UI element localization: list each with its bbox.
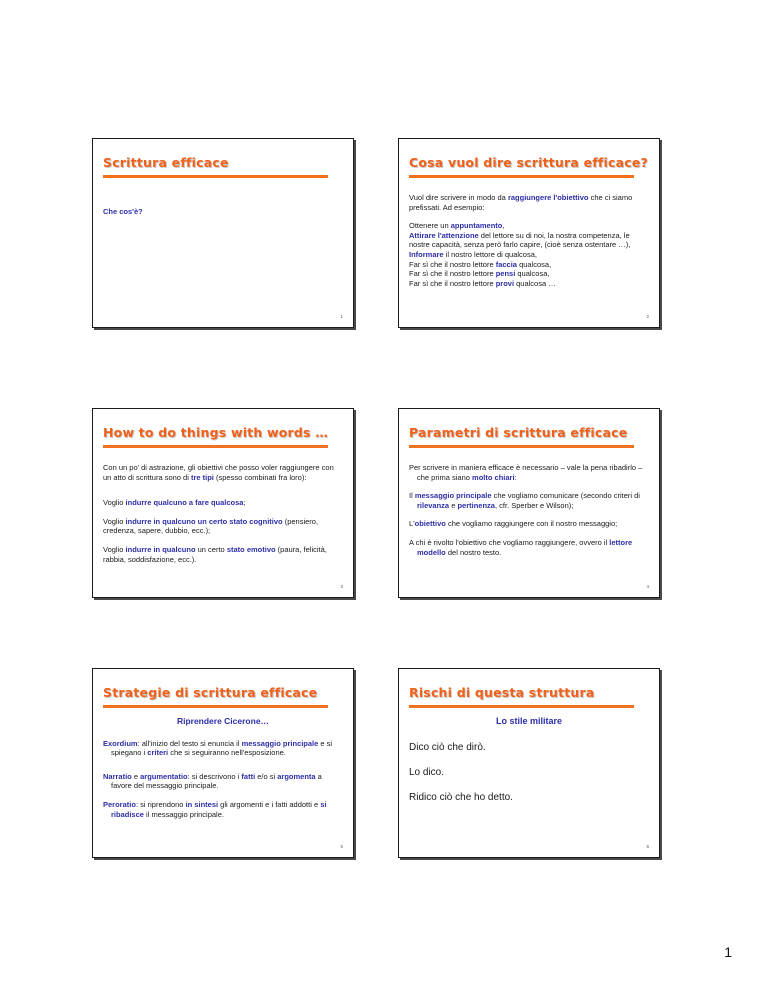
title-underline	[103, 175, 328, 178]
slide-subtitle: Riprendere Cicerone…	[176, 716, 270, 726]
slide-body	[103, 463, 343, 573]
slide-body	[103, 207, 343, 217]
slide-2	[398, 138, 660, 328]
slide-1	[92, 138, 354, 328]
slide-body	[103, 717, 343, 828]
title-underline	[409, 705, 634, 708]
slide-title: Parametri di scrittura efficace	[409, 425, 628, 440]
slide-body	[409, 717, 649, 813]
paragraph: Voglio indurre in qualcuno un certo stato cognitivo (pensiero, credenza, sapere, dubbio, ecc.);	[103, 516, 319, 536]
paragraph: A chi è rivolto l'obiettivo che vogliamo raggiungere, ovvero il lettore modello del nostro testo.	[409, 537, 633, 557]
slide-subtitle: Lo stile militare	[495, 716, 563, 726]
page-number: 1	[724, 944, 732, 960]
list-item: Ottenere un appuntamento,	[409, 221, 505, 231]
title-underline	[409, 445, 634, 448]
paragraph: Narratio e argumentatio: si descrivono i fatti e/o si argomenta a favore del messaggio principale.	[103, 771, 322, 791]
slide-title: Strategie di scrittura efficace	[103, 685, 318, 700]
slide-body	[409, 463, 649, 566]
paragraph: Lo dico.	[409, 766, 445, 778]
list-item: Attirare l'attenzione del lettore su di noi, la nostra competenza, le nostre capacità, senza però farlo capire, (cioè senza ostentare …),	[409, 230, 631, 250]
paragraph: Exordium: all'inizio del testo si enuncia il messaggio principale e si spiegano i criteri che si seguiranno nell'esposizione.	[103, 738, 333, 758]
slide-title: Cosa vuol dire scrittura efficace?	[409, 155, 649, 170]
paragraph: Dico ciò che dirò.	[409, 741, 486, 753]
title-underline	[103, 445, 328, 448]
slide-question: Che cos'è?	[103, 207, 143, 216]
paragraph: Peroratio: si riprendono in sintesi gli argomenti e i fatti addotti e si ribadisce il messaggio principale.	[103, 799, 327, 819]
slide-3	[92, 408, 354, 598]
slide-number: 1	[340, 314, 343, 319]
slide-title: How to do things with words …	[103, 425, 328, 440]
list-item: Far sì che il nostro lettore provi qualcosa …	[409, 278, 556, 288]
paragraph: Per scrivere in maniera efficace è necessario – vale la pena ribadirlo – che prima siano molto chiari:	[409, 463, 643, 482]
slide-number: 2	[646, 314, 649, 319]
slide-number: 3	[340, 584, 343, 589]
list-item: Far sì che il nostro lettore pensi qualcosa,	[409, 269, 550, 279]
title-underline	[103, 705, 328, 708]
title-underline	[409, 175, 634, 178]
slide-title: Scrittura efficace	[103, 155, 229, 170]
slide-number: 5	[340, 844, 343, 849]
paragraph: Voglio indurre qualcuno a fare qualcosa;	[103, 498, 246, 508]
list-item: Far sì che il nostro lettore faccia qualcosa,	[409, 259, 552, 269]
slide-body	[409, 193, 649, 288]
list-item: Informare il nostro lettore di qualcosa,	[409, 249, 537, 259]
slide-title: Rischi di questa struttura	[409, 685, 595, 700]
paragraph: L'obiettivo che vogliamo raggiungere con il nostro messaggio;	[409, 519, 618, 529]
slide-6	[398, 668, 660, 858]
slide-4	[398, 408, 660, 598]
paragraph: Ridico ciò che ho detto.	[409, 791, 513, 803]
slide-number: 6	[646, 844, 649, 849]
paragraph: Vuol dire scrivere in modo da raggiungere l'obiettivo che ci siamo prefissati. Ad esempio:	[409, 193, 633, 212]
paragraph: Il messaggio principale che vogliamo comunicare (secondo criteri di rilevanza e pertinenza, cfr. Sperber e Wilson);	[409, 491, 640, 510]
paragraph: Voglio indurre in qualcuno un certo stato emotivo (paura, felicità, rabbia, soddisfazione, ecc.).	[103, 544, 327, 564]
slide-5	[92, 668, 354, 858]
paragraph: Con un po' di astrazione, gli obiettivi che posso voler raggiungere con un atto di scrittura sono di tre tipi (spesso combinati fra loro):	[103, 463, 334, 482]
slide-number: 4	[646, 584, 649, 589]
